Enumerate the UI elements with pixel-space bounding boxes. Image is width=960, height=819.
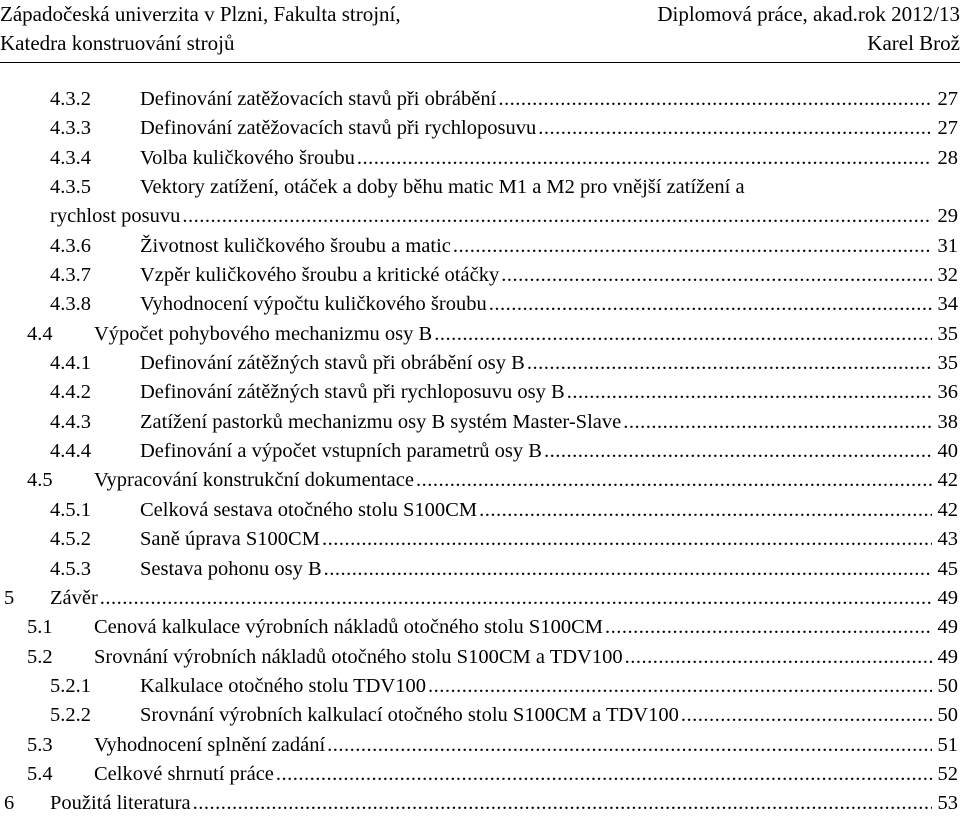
- toc-entry-title: Vektory zatížení, otáček a doby běhu matic M1 a M2 pro vnější zatížení a: [140, 173, 747, 202]
- toc-entry-number: 4.4.4: [50, 440, 91, 463]
- toc-entry-number: 4.3.4: [50, 146, 91, 169]
- toc-entry[interactable]: [0, 320, 958, 349]
- toc-entry-title: Definování zátěžných stavů při obrábění osy B: [140, 349, 527, 378]
- toc-entry-page: 43: [932, 525, 959, 554]
- toc-leader-dots: [276, 760, 932, 789]
- toc-entry-page: 49: [932, 643, 959, 672]
- toc-entry-page: 52: [932, 760, 959, 789]
- toc-entry-title: Vyhodnocení splnění zadání: [94, 731, 327, 760]
- toc-entry-title: Cenová kalkulace výrobních nákladů otočného stolu S100CM: [94, 613, 605, 642]
- header-department: Katedra konstruování strojů: [0, 31, 235, 55]
- toc-leader-dots: [324, 555, 932, 584]
- toc-entry-page: 49: [932, 584, 959, 613]
- toc-entry-number: 4.3.3: [50, 117, 91, 140]
- toc-entry-page: 49: [932, 613, 959, 642]
- toc-entry[interactable]: [0, 144, 958, 173]
- toc-leader-dots: [182, 202, 931, 231]
- toc-entry-title: Výpočet pohybového mechanizmu osy B: [94, 320, 434, 349]
- toc-leader-dots: [489, 290, 932, 319]
- toc-leader-dots: [527, 349, 932, 378]
- toc-entry[interactable]: [0, 760, 958, 789]
- toc-leader-dots: [623, 408, 931, 437]
- toc-entry-page: 27: [932, 114, 959, 143]
- toc-entry-page: 29: [932, 202, 959, 231]
- toc-entry[interactable]: [0, 173, 958, 202]
- toc-entry[interactable]: [0, 408, 958, 437]
- toc-entry-title: Použitá literatura: [50, 789, 193, 818]
- toc-entry-page: 50: [932, 672, 959, 701]
- toc-entry-number: 4.5.3: [50, 557, 91, 580]
- toc-entry-title: Sestava pohonu osy B: [140, 555, 324, 584]
- toc-entry[interactable]: [0, 555, 958, 584]
- toc-entry-page: 31: [932, 232, 959, 261]
- toc-entry[interactable]: [0, 701, 958, 730]
- toc-entry[interactable]: [0, 643, 958, 672]
- toc-entry[interactable]: [0, 789, 958, 818]
- toc-entry-title: Definování a výpočet vstupních parametrů osy B: [140, 437, 544, 466]
- toc-entry-number: 4.5.1: [50, 498, 91, 521]
- toc-entry-number: 4.5: [27, 469, 53, 492]
- toc-entry-title: Kalkulace otočného stolu TDV100: [140, 672, 428, 701]
- toc-entry-title: Vzpěr kuličkového šroubu a kritické otáčky: [140, 261, 501, 290]
- toc-entry-number: 4.5.2: [50, 528, 91, 551]
- toc-leader-dots: [322, 525, 932, 554]
- header-thesis-info: Diplomová práce, akad.rok 2012/13: [657, 2, 960, 26]
- toc-leader-dots: [625, 643, 932, 672]
- toc-entry[interactable]: [0, 232, 958, 261]
- toc-entry[interactable]: [0, 290, 958, 319]
- toc-entry-number: 4.4.2: [50, 381, 91, 404]
- toc-entry-page: 38: [932, 408, 959, 437]
- toc-entry-page: 42: [932, 496, 959, 525]
- toc-entry-page: 35: [932, 320, 959, 349]
- toc-entry-title: Vyhodnocení výpočtu kuličkového šroubu: [140, 290, 489, 319]
- toc-entry-title: Definování zatěžovacích stavů při rychloposuvu: [140, 114, 538, 143]
- toc-entry-title: Celkové shrnutí práce: [94, 760, 276, 789]
- toc-entry-number: 4.4.3: [50, 410, 91, 433]
- toc-entry[interactable]: [0, 613, 958, 642]
- toc-entry-number: 5.2.1: [50, 674, 91, 697]
- toc-entry[interactable]: [0, 349, 958, 378]
- toc-leader-dots: [605, 613, 932, 642]
- toc-leader-dots: [479, 496, 931, 525]
- toc-entry-page: 27: [932, 85, 959, 114]
- toc-entry-title: Závěr: [50, 584, 100, 613]
- header-university: Západočeská univerzita v Plzni, Fakulta strojní,: [0, 2, 401, 26]
- toc-leader-dots: [567, 378, 932, 407]
- toc-entry-number: 5.3: [27, 733, 53, 756]
- toc-entry-title: Srovnání výrobních nákladů otočného stolu S100CM a TDV100: [94, 643, 625, 672]
- toc-entry-page: 42: [932, 466, 959, 495]
- toc-entry-number: 4.3.2: [50, 88, 91, 110]
- toc-entry-page: 50: [932, 701, 959, 730]
- toc-entry[interactable]: [0, 731, 958, 760]
- toc-entry[interactable]: [0, 114, 958, 143]
- toc-entry[interactable]: [0, 496, 958, 525]
- toc-entry[interactable]: [0, 437, 958, 466]
- toc-entry-page: 51: [932, 731, 959, 760]
- toc-entry-title: rychlost posuvu: [50, 202, 182, 231]
- toc-leader-dots: [193, 789, 932, 818]
- toc-entry-page: 36: [932, 378, 959, 407]
- toc-entry[interactable]: [0, 466, 958, 495]
- toc-entry-title: Srovnání výrobních kalkulací otočného stolu S100CM a TDV100: [140, 701, 681, 730]
- toc-entry[interactable]: [0, 85, 958, 114]
- toc-leader-dots: [544, 437, 932, 466]
- table-of-contents: [0, 85, 958, 819]
- toc-entry-number: 4.4.1: [50, 352, 91, 375]
- toc-entry-number: 4.3.6: [50, 234, 91, 257]
- toc-entry-title: Celková sestava otočného stolu S100CM: [140, 496, 479, 525]
- toc-entry-title: Definování zatěžovacích stavů při obrábění: [140, 85, 498, 114]
- toc-entry-title: Vypracování konstrukční dokumentace: [94, 466, 416, 495]
- toc-entry-page: 35: [932, 349, 959, 378]
- toc-entry-page: 28: [932, 144, 959, 173]
- toc-entry-page: 40: [932, 437, 959, 466]
- toc-entry-page: 34: [932, 290, 959, 319]
- toc-entry-number: 5: [4, 586, 15, 609]
- toc-entry-number: 6: [4, 792, 15, 815]
- header-row-2: [0, 29, 960, 58]
- toc-entry-title: Definování zátěžných stavů při rychloposuvu osy B: [140, 378, 567, 407]
- toc-entry-number: 5.1: [27, 616, 53, 639]
- toc-leader-dots: [681, 701, 932, 730]
- toc-entry-number: 5.2: [27, 645, 53, 668]
- toc-entry-page: 53: [932, 789, 959, 818]
- toc-leader-dots: [416, 466, 932, 495]
- toc-leader-dots: [357, 144, 932, 173]
- toc-entry-page: 45: [932, 555, 959, 584]
- page-header: [0, 0, 960, 63]
- toc-entry-title: Saně úprava S100CM: [140, 525, 322, 554]
- toc-leader-dots: [498, 85, 931, 114]
- toc-entry-title: Volba kuličkového šroubu: [140, 144, 357, 173]
- toc-entry[interactable]: [0, 525, 958, 554]
- toc-leader-dots: [327, 731, 931, 760]
- toc-entry[interactable]: [0, 584, 958, 613]
- toc-entry-number: 4.4: [27, 322, 53, 345]
- toc-entry-title: Životnost kuličkového šroubu a matic: [140, 232, 453, 261]
- toc-leader-dots: [501, 261, 931, 290]
- toc-entry[interactable]: [0, 261, 958, 290]
- toc-entry-page: 32: [932, 261, 959, 290]
- toc-leader-dots: [434, 320, 931, 349]
- toc-entry-number: 4.3.8: [50, 293, 91, 316]
- toc-entry-number: 4.3.7: [50, 264, 91, 287]
- toc-entry-continuation[interactable]: [0, 202, 958, 231]
- header-author: Karel Brož: [867, 31, 960, 55]
- toc-entry-title: Zatížení pastorků mechanizmu osy B systém Master-Slave: [140, 408, 623, 437]
- toc-leader-dots: [100, 584, 932, 613]
- toc-leader-dots: [428, 672, 932, 701]
- toc-entry[interactable]: [0, 378, 958, 407]
- header-row-1: [0, 0, 960, 29]
- toc-entry[interactable]: [0, 672, 958, 701]
- toc-leader-dots: [538, 114, 931, 143]
- toc-entry-number: 5.2.2: [50, 704, 91, 727]
- toc-entry-number: 5.4: [27, 762, 53, 785]
- toc-entry-number: 4.3.5: [50, 176, 91, 199]
- toc-leader-dots: [453, 232, 932, 261]
